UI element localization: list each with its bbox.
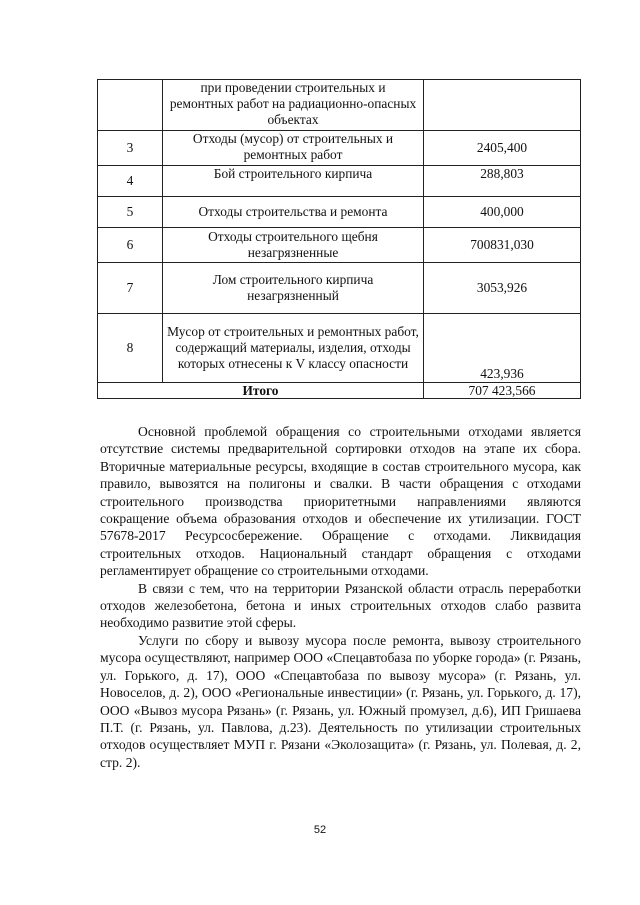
table-row [98,131,581,166]
total-amount: 707 423,566 [424,383,581,399]
paragraph: В связи с тем, что на территории Рязанской области отрасль переработки отходов железобетона, бетона и иных строительных отходов слабо развита необходимо развитие этой сферы. [100,580,581,631]
row-number: 8 [98,314,163,383]
waste-name: Отходы (мусор) от строительных и ремонтных работ [163,131,424,166]
row-number: 5 [98,197,163,228]
waste-amount: 2405,400 [424,131,581,166]
table-row [98,314,581,383]
page-number: 52 [313,824,327,836]
table-row [98,228,581,263]
waste-name: Лом строительного кирпича незагрязненный [163,263,424,314]
waste-name: при проведении строительных и ремонтных работ на радиационно-опасных объектах [163,80,424,131]
row-number: 4 [98,166,163,197]
waste-amount: 400,000 [424,197,581,228]
row-number: 7 [98,263,163,314]
waste-table [97,79,581,399]
body-text [100,423,581,771]
table-row [98,166,581,197]
table-total-row [98,383,581,399]
waste-name: Отходы строительства и ремонта [163,197,424,228]
total-label: Итого [98,383,424,399]
table-row [98,263,581,314]
waste-name: Отходы строительного щебня незагрязненные [163,228,424,263]
waste-amount: 3053,926 [424,263,581,314]
waste-amount: 423,936 [424,314,581,383]
waste-amount: 288,803 [424,166,581,197]
row-number [98,80,163,131]
table-row [98,197,581,228]
row-number: 3 [98,131,163,166]
paragraph: Услуги по сбору и вывозу мусора после ремонта, вывозу строительного мусора осуществляют, например ООО «Спецавтобаза по уборке города» (г. Рязань, ул. Горького, д. 17), ООО «Спецавтобаза по вывозу мусора» (г. Рязань, ул. Новоселов, д. 2), ООО «Региональные инвестиции» (г. Рязань, ул. Горького, д. 17), ООО «Вывоз мусора Рязань» (г. Рязань, ул. Южный промузел, д.6), ИП Гришаева П.Т. (г. Рязань, ул. Павлова, д.23). Деятельность по утилизации строительных отходов осуществляет МУП г. Рязани «Эколозащита» (г. Рязань, ул. Полевая, д. 2, стр. 2). [100,632,581,770]
paragraph: Основной проблемой обращения со строительными отходами является отсутствие системы предварительной сортировки отходов на этапе их сбора. Вторичные материальные ресурсы, входящие в состав строительного мусора, как правило, вывозятся на полигоны и свалки. В части обращения с отходами строительного производства приоритетными направлениями являются сокращение объема образования отходов и обеспечение их утилизации. ГОСТ 57678-2017 Ресурсосбережение. Обращение с отходами. Ликвидация строительных отходов. Национальный стандарт обращения с отходами регламентирует обращение со строительными отходами. [100,424,581,579]
table-row [98,80,581,131]
waste-name: Мусор от строительных и ремонтных работ, содержащий материалы, изделия, отходы которых отнесены к V классу опасности [163,314,424,383]
waste-name: Бой строительного кирпича [163,166,424,197]
row-number: 6 [98,228,163,263]
waste-amount [424,80,581,131]
waste-amount: 700831,030 [424,228,581,263]
